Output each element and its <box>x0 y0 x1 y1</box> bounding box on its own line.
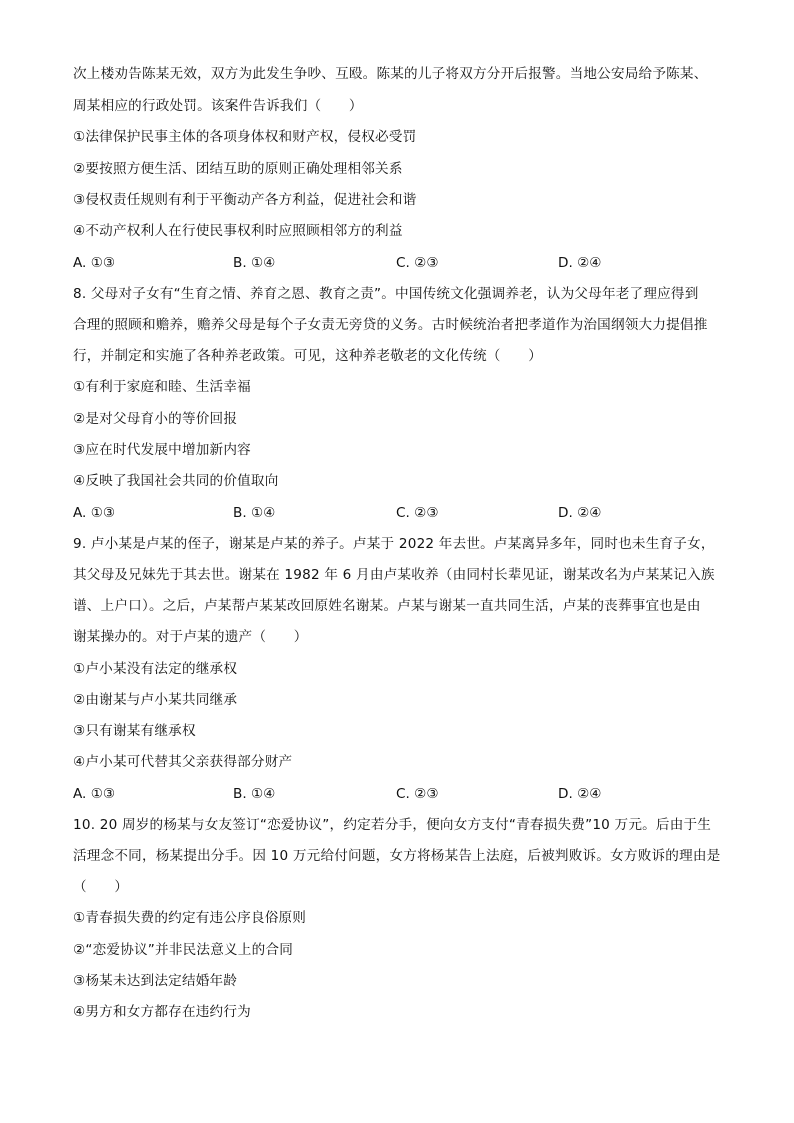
text-line: 合理的照顾和赡养，赡养父母是每个子女责无旁贷的义务。古时候统治者把孝道作为治国纲领大力提倡推 <box>73 317 708 333</box>
text-line: ②是对父母育小的等价回报 <box>73 411 238 427</box>
answer-option: D. ②④ <box>558 505 602 521</box>
answer-option: B. ①④ <box>233 786 276 802</box>
text-line: 谱、上户口）。之后，卢某帮卢某某改回原姓名谢某。卢某与谢某一直共同生活，卢某的丧葬事宜也是由 <box>73 598 701 614</box>
answer-option: D. ②④ <box>558 255 602 271</box>
answer-option: B. ①④ <box>233 255 276 271</box>
text-line: ③杨某未达到法定结婚年龄 <box>73 973 238 989</box>
text-line: 谢某操办的。对于卢某的遗产（ ） <box>73 629 308 645</box>
answer-option: D. ②④ <box>558 786 602 802</box>
text-line: 10. 20 周岁的杨某与女友签订“恋爱协议”，约定若分手，便向女方支付“青春损失费”10 万元。后由于生 <box>73 817 712 833</box>
text-line: 活理念不同，杨某提出分手。因 10 万元给付问题，女方将杨某告上法庭，后被判败诉。女方败诉的理由是 <box>73 848 721 864</box>
answer-option: A. ①③ <box>73 505 116 521</box>
answer-option: C. ②③ <box>396 255 439 271</box>
text-line: 次上楼劝告陈某无效，双方为此发生争吵、互殴。陈某的儿子将双方分开后报警。当地公安局给予陈某、 <box>73 66 708 82</box>
answer-option: C. ②③ <box>396 505 439 521</box>
answer-option: A. ①③ <box>73 786 116 802</box>
text-line: ②“恋爱协议”并非民法意义上的合同 <box>73 942 293 958</box>
text-line: ①有利于家庭和睦、生活幸福 <box>73 379 251 395</box>
answer-option: B. ①④ <box>233 505 276 521</box>
text-line: 周某相应的行政处罚。该案件告诉我们（ ） <box>73 98 363 114</box>
text-line: ③应在时代发展中增加新内容 <box>73 442 251 458</box>
answer-option: A. ①③ <box>73 255 116 271</box>
text-line: （ ） <box>73 879 129 895</box>
answer-option: C. ②③ <box>396 786 439 802</box>
text-line: ③只有谢某有继承权 <box>73 723 196 739</box>
text-line: ④卢小某可代替其父亲获得部分财产 <box>73 754 293 770</box>
text-line: ④反映了我国社会共同的价值取向 <box>73 473 279 489</box>
text-line: ①法律保护民事主体的各项身体权和财产权，侵权必受罚 <box>73 129 417 145</box>
text-line: 其父母及兄妹先于其去世。谢某在 1982 年 6 月由卢某收养（由同村长辈见证，谢某改名为卢某某记入族 <box>73 567 715 583</box>
text-line: ②由谢某与卢小某共同继承 <box>73 692 238 708</box>
text-line: 9. 卢小某是卢某的侄子，谢某是卢某的养子。卢某于 2022 年去世。卢某离异多年，同时也未生育子女， <box>73 536 715 552</box>
text-line: ①卢小某没有法定的继承权 <box>73 661 238 677</box>
text-line: ③侵权责任规则有利于平衡动产各方利益，促进社会和谐 <box>73 192 417 208</box>
text-line: 行，并制定和实施了各种养老政策。可见，这种养老敬老的文化传统（ ） <box>73 348 542 364</box>
text-line: ②要按照方便生活、团结互助的原则正确处理相邻关系 <box>73 161 403 177</box>
text-line: 8. 父母对子女有“生育之情、养育之恩、教育之责”。中国传统文化强调养老，认为父母年老了理应得到 <box>73 286 699 302</box>
text-line: ④男方和女方都存在违约行为 <box>73 1004 251 1020</box>
text-line: ①青春损失费的约定有违公序良俗原则 <box>73 910 307 926</box>
text-line: ④不动产权利人在行使民事权利时应照顾相邻方的利益 <box>73 223 403 239</box>
